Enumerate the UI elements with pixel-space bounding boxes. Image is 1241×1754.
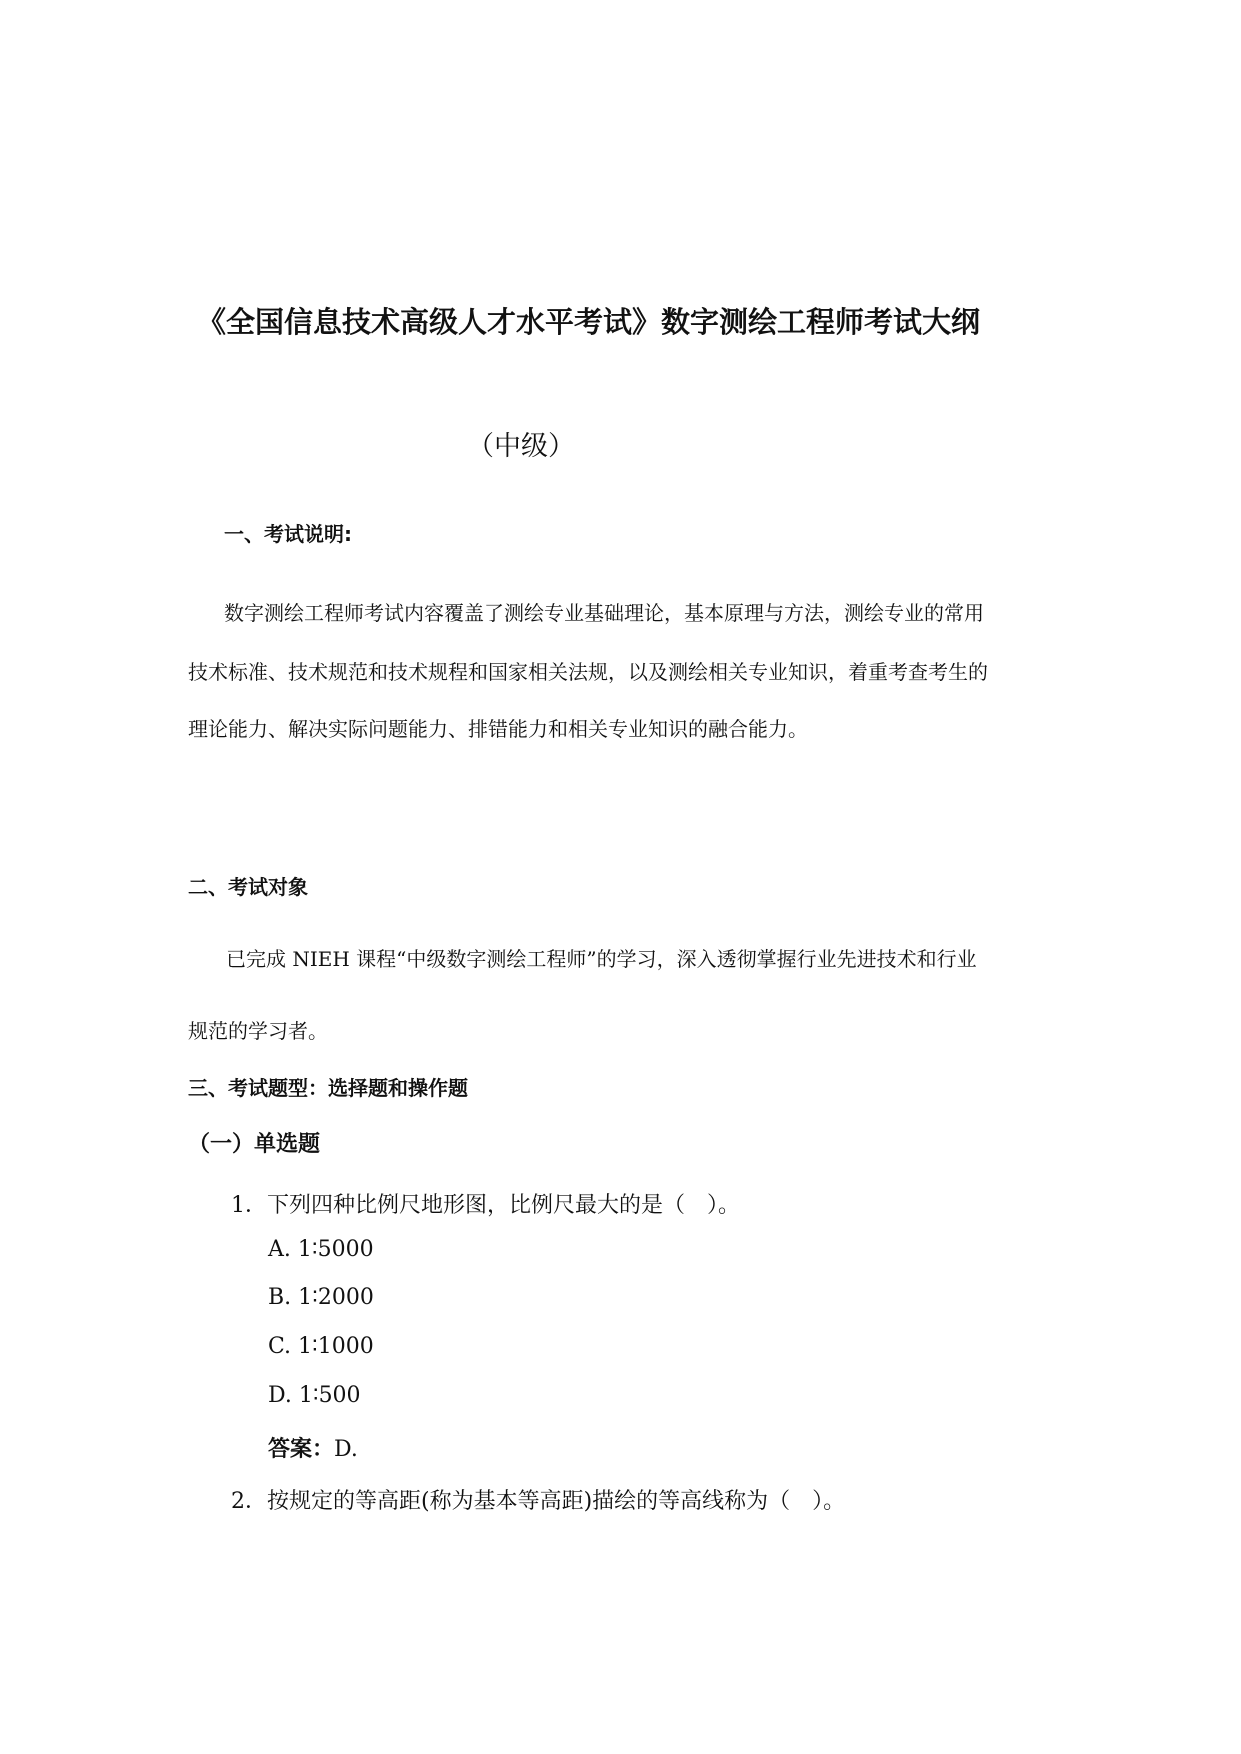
question-option: B. 1∶2000 — [268, 1285, 374, 1310]
section-heading-question-types: 三、考试题型：选择题和操作题 — [188, 1076, 468, 1100]
question-option: A. 1∶5000 — [268, 1237, 374, 1262]
subsection-heading-single-choice: （一）单选题 — [188, 1132, 321, 1157]
answer-value: D. — [334, 1437, 358, 1462]
paragraph-line: 已完成 NIEH 课程“中级数字测绘工程师”的学习，深入透彻掌握行业先进技术和行业 — [226, 947, 977, 971]
question-answer — [268, 1432, 358, 1463]
paragraph-line: 规范的学习者。 — [188, 1019, 328, 1043]
section-heading-exam-target: 二、考试对象 — [188, 875, 308, 899]
question-text: 1．下列四种比例尺地形图，比例尺最大的是（ ）。 — [231, 1193, 740, 1218]
answer-label: 答案： — [268, 1437, 335, 1462]
section-heading-exam-description: 一、考试说明: — [224, 522, 352, 546]
paragraph-line: 理论能力、解决实际问题能力、排错能力和相关专业知识的融合能力。 — [188, 717, 808, 741]
question-text: 2．按规定的等高距(称为基本等高距)描绘的等高线称为（ ）。 — [231, 1489, 846, 1514]
document-subtitle: （中级） — [467, 431, 575, 462]
paragraph-line: 数字测绘工程师考试内容覆盖了测绘专业基础理论，基本原理与方法，测绘专业的常用 — [224, 601, 984, 625]
question-option: C. 1∶1000 — [268, 1334, 374, 1359]
paragraph-line: 技术标准、技术规范和技术规程和国家相关法规，以及测绘相关专业知识，着重考查考生的 — [188, 660, 988, 684]
document-title: 《全国信息技术高级人才水平考试》数字测绘工程师考试大纲 — [197, 305, 981, 339]
question-option: D. 1∶500 — [268, 1383, 361, 1408]
